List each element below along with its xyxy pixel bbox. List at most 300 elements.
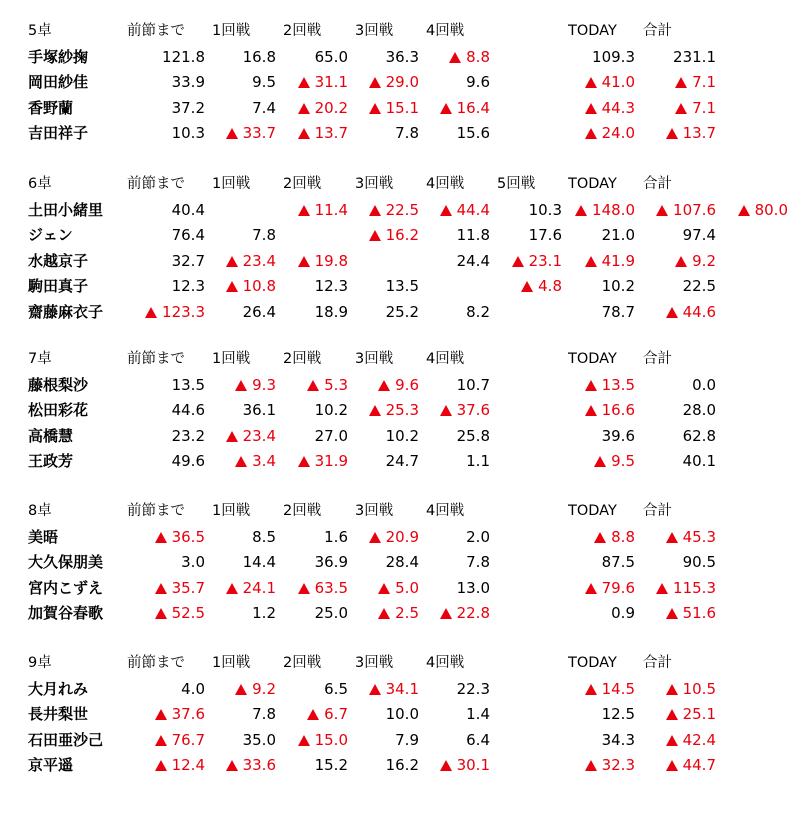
negative-triangle-icon xyxy=(369,684,381,695)
negative-value-text: 5.0 xyxy=(395,578,419,597)
column-header: 3回戦 xyxy=(355,655,394,671)
negative-triangle-icon xyxy=(512,256,524,267)
score-cell: 1.6 xyxy=(324,527,348,546)
negative-value-text: 32.3 xyxy=(601,756,635,774)
negative-value-text: 44.7 xyxy=(682,756,716,774)
player-name: 藤根梨沙 xyxy=(28,375,89,394)
negative-value-text: 16.2 xyxy=(385,226,419,244)
column-header: 1回戦 xyxy=(212,503,251,519)
score-cell: 9.5 xyxy=(252,73,276,91)
negative-value-text: 10.5 xyxy=(682,679,716,698)
negative-value-text: 123.3 xyxy=(162,302,205,321)
negative-value-text: 33.7 xyxy=(242,124,276,142)
negative-triangle-icon xyxy=(585,77,597,88)
score-cell: 10.2 xyxy=(385,426,419,445)
negative-value-text: 76.7 xyxy=(171,730,205,749)
column-header: 合計 xyxy=(643,655,672,671)
negative-triangle-icon xyxy=(226,128,238,139)
negative-triangle-icon xyxy=(656,205,668,216)
negative-value-text: 41.9 xyxy=(601,251,635,270)
negative-triangle-icon xyxy=(226,281,238,292)
column-header: 4回戦 xyxy=(426,176,465,192)
score-cell: 16.8 xyxy=(242,47,276,66)
negative-value-text: 79.6 xyxy=(601,578,635,597)
score-cell: 11.8 xyxy=(456,226,490,244)
negative-triangle-icon xyxy=(440,760,452,771)
negative-value-text: 9.6 xyxy=(395,375,419,394)
negative-triangle-icon xyxy=(440,608,452,619)
score-cell: 15.2 xyxy=(314,756,348,774)
column-header: 3回戦 xyxy=(355,23,394,39)
score-cell: 7.8 xyxy=(466,553,490,571)
score-cell: 14.4 xyxy=(242,553,276,571)
negative-value-text: 10.8 xyxy=(242,277,276,295)
player-name: 美晤 xyxy=(28,527,59,546)
score-cell: 13.5 xyxy=(171,375,205,394)
negative-triangle-icon xyxy=(585,684,597,695)
negative-triangle-icon xyxy=(369,205,381,216)
negative-triangle-icon xyxy=(226,760,238,771)
player-name: 加賀谷春歌 xyxy=(28,604,104,622)
score-cell: 8.2 xyxy=(466,302,490,321)
negative-triangle-icon xyxy=(585,380,597,391)
score-cell xyxy=(545,71,635,93)
score-cell: 78.7 xyxy=(601,302,635,321)
negative-value-text: 7.1 xyxy=(692,98,716,117)
score-cell: 44.6 xyxy=(171,401,205,419)
score-cell: 6.4 xyxy=(466,730,490,749)
player-name: 長井梨世 xyxy=(28,705,89,723)
negative-triangle-icon xyxy=(585,256,597,267)
column-header: TODAY xyxy=(568,176,617,192)
score-cell xyxy=(626,703,716,725)
score-cell: 1.4 xyxy=(466,705,490,723)
negative-triangle-icon xyxy=(235,380,247,391)
negative-value-text: 20.2 xyxy=(314,98,348,117)
score-cell xyxy=(626,577,716,599)
negative-triangle-icon xyxy=(155,760,167,771)
negative-value-text: 24.1 xyxy=(242,578,276,597)
column-header: 2回戦 xyxy=(283,503,322,519)
negative-triangle-icon xyxy=(235,456,247,467)
negative-triangle-icon xyxy=(449,52,461,63)
negative-value-text: 29.0 xyxy=(385,73,419,91)
negative-triangle-icon xyxy=(155,583,167,594)
score-cell: 12.3 xyxy=(314,277,348,295)
score-cell: 76.4 xyxy=(171,226,205,244)
score-cell: 21.0 xyxy=(601,226,635,244)
negative-triangle-icon xyxy=(440,103,452,114)
negative-triangle-icon xyxy=(675,77,687,88)
negative-triangle-icon xyxy=(738,205,750,216)
negative-value-text: 30.1 xyxy=(456,756,490,774)
score-cell: 7.8 xyxy=(252,226,276,244)
negative-value-text: 8.8 xyxy=(611,527,635,546)
score-cell xyxy=(545,199,635,221)
score-cell xyxy=(545,374,635,396)
score-cell xyxy=(626,729,716,751)
negative-value-text: 80.0 xyxy=(754,200,788,219)
score-cell: 6.5 xyxy=(324,679,348,698)
score-cell xyxy=(626,250,716,272)
table-title: 5卓 xyxy=(28,23,52,39)
table-title: 6卓 xyxy=(28,176,52,192)
column-header: 1回戦 xyxy=(212,23,251,39)
negative-value-text: 44.4 xyxy=(456,200,490,219)
score-cell: 25.2 xyxy=(385,302,419,321)
score-cell: 2.0 xyxy=(466,527,490,546)
score-cell xyxy=(626,122,716,144)
score-cell: 22.5 xyxy=(682,277,716,295)
negative-triangle-icon xyxy=(235,684,247,695)
player-name: 手塚紗掬 xyxy=(28,47,89,66)
player-name: 高橋慧 xyxy=(28,426,74,445)
score-cell xyxy=(698,199,788,221)
score-cell: 121.8 xyxy=(162,47,205,66)
negative-triangle-icon xyxy=(298,583,310,594)
negative-value-text: 35.7 xyxy=(171,578,205,597)
negative-triangle-icon xyxy=(585,583,597,594)
score-cell: 13.5 xyxy=(385,277,419,295)
score-cell: 4.0 xyxy=(181,679,205,698)
negative-triangle-icon xyxy=(440,405,452,416)
negative-triangle-icon xyxy=(378,608,390,619)
score-cell: 65.0 xyxy=(314,47,348,66)
negative-triangle-icon xyxy=(575,205,587,216)
negative-value-text: 11.4 xyxy=(314,200,348,219)
score-cell xyxy=(626,526,716,548)
score-cell: 0.9 xyxy=(611,604,635,622)
negative-triangle-icon xyxy=(666,128,678,139)
column-header: 2回戦 xyxy=(283,351,322,367)
score-cell: 18.9 xyxy=(314,302,348,321)
score-cell: 10.2 xyxy=(314,401,348,419)
negative-triangle-icon xyxy=(369,103,381,114)
negative-triangle-icon xyxy=(585,128,597,139)
negative-triangle-icon xyxy=(155,608,167,619)
player-name: ジェン xyxy=(28,226,73,244)
negative-triangle-icon xyxy=(585,405,597,416)
score-cell xyxy=(626,754,716,776)
score-cell: 40.4 xyxy=(171,200,205,219)
table-title: 7卓 xyxy=(28,351,52,367)
column-header: TODAY xyxy=(568,655,617,671)
column-header: TODAY xyxy=(568,351,617,367)
negative-value-text: 15.1 xyxy=(385,98,419,117)
score-cell xyxy=(545,450,635,472)
negative-value-text: 13.7 xyxy=(314,124,348,142)
negative-value-text: 36.5 xyxy=(171,527,205,546)
player-name: 岡田紗佳 xyxy=(28,73,89,91)
negative-value-text: 3.4 xyxy=(252,452,276,470)
column-header: 2回戦 xyxy=(283,655,322,671)
negative-value-text: 2.5 xyxy=(395,604,419,622)
negative-triangle-icon xyxy=(298,77,310,88)
score-cell: 28.0 xyxy=(682,401,716,419)
score-cell xyxy=(545,526,635,548)
score-cell: 12.3 xyxy=(171,277,205,295)
score-cell xyxy=(400,46,490,68)
score-cell xyxy=(545,678,635,700)
player-name: 王政芳 xyxy=(28,452,74,470)
score-cell: 10.3 xyxy=(528,200,562,219)
negative-triangle-icon xyxy=(675,103,687,114)
score-cell: 62.8 xyxy=(682,426,716,445)
score-cell xyxy=(626,678,716,700)
negative-value-text: 22.5 xyxy=(385,200,419,219)
score-cell: 25.8 xyxy=(456,426,490,445)
score-cell: 39.6 xyxy=(601,426,635,445)
negative-value-text: 24.0 xyxy=(601,124,635,142)
negative-triangle-icon xyxy=(666,760,678,771)
negative-triangle-icon xyxy=(298,735,310,746)
negative-value-text: 5.3 xyxy=(324,375,348,394)
column-header: 前節まで xyxy=(127,23,185,39)
negative-value-text: 37.6 xyxy=(171,705,205,723)
column-header: 合計 xyxy=(643,176,672,192)
score-cell: 1.2 xyxy=(252,604,276,622)
score-cell: 90.5 xyxy=(682,553,716,571)
player-name: 齋藤麻衣子 xyxy=(28,302,104,321)
negative-value-text: 23.4 xyxy=(242,426,276,445)
score-cell: 7.4 xyxy=(252,98,276,117)
column-header: 3回戦 xyxy=(355,351,394,367)
negative-triangle-icon xyxy=(298,456,310,467)
negative-value-text: 16.4 xyxy=(456,98,490,117)
score-cell: 3.0 xyxy=(181,553,205,571)
score-cell xyxy=(258,250,348,272)
negative-value-text: 9.2 xyxy=(692,251,716,270)
negative-triangle-icon xyxy=(675,256,687,267)
score-cell: 109.3 xyxy=(592,47,635,66)
score-cell xyxy=(545,97,635,119)
negative-triangle-icon xyxy=(226,431,238,442)
negative-triangle-icon xyxy=(226,583,238,594)
score-cell: 36.1 xyxy=(242,401,276,419)
negative-triangle-icon xyxy=(298,256,310,267)
negative-value-text: 107.6 xyxy=(673,200,716,219)
score-cell: 35.0 xyxy=(242,730,276,749)
score-cell: 49.6 xyxy=(171,452,205,470)
score-cell: 7.8 xyxy=(395,124,419,142)
negative-triangle-icon xyxy=(594,532,606,543)
negative-value-text: 23.1 xyxy=(528,251,562,270)
score-cell: 0.0 xyxy=(692,375,716,394)
score-cell: 28.4 xyxy=(385,553,419,571)
negative-triangle-icon xyxy=(298,103,310,114)
negative-value-text: 25.3 xyxy=(385,401,419,419)
score-cell: 34.3 xyxy=(601,730,635,749)
score-cell xyxy=(545,250,635,272)
score-cell: 10.2 xyxy=(601,277,635,295)
column-header: 2回戦 xyxy=(283,23,322,39)
negative-triangle-icon xyxy=(666,684,678,695)
table-title: 8卓 xyxy=(28,503,52,519)
negative-value-text: 6.7 xyxy=(324,705,348,723)
negative-value-text: 22.8 xyxy=(456,604,490,622)
score-cell: 24.7 xyxy=(385,452,419,470)
score-cell: 37.2 xyxy=(171,98,205,117)
negative-triangle-icon xyxy=(378,380,390,391)
score-cell: 23.2 xyxy=(171,426,205,445)
negative-value-text: 51.6 xyxy=(682,604,716,622)
table-title: 9卓 xyxy=(28,655,52,671)
negative-value-text: 115.3 xyxy=(673,578,716,597)
negative-triangle-icon xyxy=(307,380,319,391)
negative-triangle-icon xyxy=(585,760,597,771)
negative-value-text: 12.4 xyxy=(171,756,205,774)
column-header: 合計 xyxy=(643,503,672,519)
negative-value-text: 13.7 xyxy=(682,124,716,142)
column-header: 前節まで xyxy=(127,351,185,367)
negative-value-text: 52.5 xyxy=(171,604,205,622)
column-header: 前節まで xyxy=(127,503,185,519)
score-cell xyxy=(626,301,716,323)
column-header: 3回戦 xyxy=(355,176,394,192)
player-name: 水越京子 xyxy=(28,251,89,270)
score-cell: 36.9 xyxy=(314,553,348,571)
column-header: 1回戦 xyxy=(212,655,251,671)
negative-value-text: 25.1 xyxy=(682,705,716,723)
column-header: 合計 xyxy=(643,23,672,39)
negative-triangle-icon xyxy=(226,256,238,267)
score-cell: 16.2 xyxy=(385,756,419,774)
negative-value-text: 41.0 xyxy=(601,73,635,91)
score-cell: 36.3 xyxy=(385,47,419,66)
score-cell xyxy=(400,602,490,624)
negative-triangle-icon xyxy=(440,205,452,216)
negative-triangle-icon xyxy=(666,608,678,619)
player-name: 石田亜沙己 xyxy=(28,730,104,749)
negative-value-text: 9.5 xyxy=(611,452,635,470)
column-header: 4回戦 xyxy=(426,23,465,39)
score-cell xyxy=(545,754,635,776)
column-header: 2回戦 xyxy=(283,176,322,192)
column-header: 5回戦 xyxy=(497,176,536,192)
score-cell xyxy=(545,122,635,144)
score-cell: 1.1 xyxy=(466,452,490,470)
score-cell: 15.6 xyxy=(456,124,490,142)
column-header: 1回戦 xyxy=(212,351,251,367)
player-name: 松田彩花 xyxy=(28,401,89,419)
player-name: 土田小緒里 xyxy=(28,200,104,219)
column-header: TODAY xyxy=(568,503,617,519)
score-cell: 40.1 xyxy=(682,452,716,470)
negative-triangle-icon xyxy=(369,405,381,416)
negative-value-text: 19.8 xyxy=(314,251,348,270)
negative-value-text: 31.1 xyxy=(314,73,348,91)
score-cell: 22.3 xyxy=(456,679,490,698)
negative-triangle-icon xyxy=(155,709,167,720)
column-header: 1回戦 xyxy=(212,176,251,192)
score-cell xyxy=(626,602,716,624)
column-header: 4回戦 xyxy=(426,351,465,367)
score-cell xyxy=(400,97,490,119)
score-cell: 97.4 xyxy=(682,226,716,244)
score-cell xyxy=(626,97,716,119)
player-name: 大月れみ xyxy=(28,679,89,698)
score-cell xyxy=(545,399,635,421)
score-cell xyxy=(545,577,635,599)
negative-triangle-icon xyxy=(155,735,167,746)
score-cell: 25.0 xyxy=(314,604,348,622)
column-header: 3回戦 xyxy=(355,503,394,519)
negative-value-text: 42.4 xyxy=(682,730,716,749)
negative-triangle-icon xyxy=(594,456,606,467)
score-cell: 9.6 xyxy=(466,73,490,91)
negative-value-text: 33.6 xyxy=(242,756,276,774)
score-cell: 24.4 xyxy=(456,251,490,270)
negative-triangle-icon xyxy=(666,735,678,746)
negative-value-text: 16.6 xyxy=(601,401,635,419)
score-cell: 17.6 xyxy=(528,226,562,244)
negative-triangle-icon xyxy=(298,205,310,216)
negative-value-text: 63.5 xyxy=(314,578,348,597)
negative-triangle-icon xyxy=(155,532,167,543)
negative-triangle-icon xyxy=(656,583,668,594)
score-cell xyxy=(400,754,490,776)
score-cell xyxy=(626,71,716,93)
negative-value-text: 20.9 xyxy=(385,527,419,546)
negative-value-text: 148.0 xyxy=(592,200,635,219)
score-cell: 32.7 xyxy=(171,251,205,270)
player-name: 京平遥 xyxy=(28,756,74,774)
score-cell: 231.1 xyxy=(673,47,716,66)
negative-value-text: 31.9 xyxy=(314,452,348,470)
negative-value-text: 8.8 xyxy=(466,47,490,66)
column-header: 4回戦 xyxy=(426,503,465,519)
negative-triangle-icon xyxy=(369,77,381,88)
column-header: 合計 xyxy=(643,351,672,367)
negative-value-text: 44.3 xyxy=(601,98,635,117)
player-name: 香野蘭 xyxy=(28,98,74,117)
negative-value-text: 9.3 xyxy=(252,375,276,394)
score-cell: 10.7 xyxy=(456,375,490,394)
negative-value-text: 7.1 xyxy=(692,73,716,91)
negative-triangle-icon xyxy=(307,709,319,720)
column-header: 4回戦 xyxy=(426,655,465,671)
negative-triangle-icon xyxy=(145,307,157,318)
player-name: 大久保朋美 xyxy=(28,553,104,571)
score-cell: 13.0 xyxy=(456,578,490,597)
column-header: 前節まで xyxy=(127,655,185,671)
negative-triangle-icon xyxy=(666,532,678,543)
negative-value-text: 34.1 xyxy=(385,679,419,698)
negative-value-text: 9.2 xyxy=(252,679,276,698)
score-cell: 10.0 xyxy=(385,705,419,723)
negative-value-text: 37.6 xyxy=(456,401,490,419)
negative-value-text: 14.5 xyxy=(601,679,635,698)
score-cell: 27.0 xyxy=(314,426,348,445)
negative-triangle-icon xyxy=(666,307,678,318)
negative-triangle-icon xyxy=(369,532,381,543)
score-cell xyxy=(400,399,490,421)
score-cell: 33.9 xyxy=(171,73,205,91)
score-cell: 7.8 xyxy=(252,705,276,723)
score-cell: 10.3 xyxy=(171,124,205,142)
score-cell: 12.5 xyxy=(601,705,635,723)
score-cell: 7.9 xyxy=(395,730,419,749)
negative-value-text: 15.0 xyxy=(314,730,348,749)
negative-triangle-icon xyxy=(369,230,381,241)
negative-value-text: 23.4 xyxy=(242,251,276,270)
column-header: 前節まで xyxy=(127,176,185,192)
score-cell: 8.5 xyxy=(252,527,276,546)
negative-triangle-icon xyxy=(521,281,533,292)
negative-value-text: 4.8 xyxy=(538,277,562,295)
negative-value-text: 45.3 xyxy=(682,527,716,546)
negative-triangle-icon xyxy=(298,128,310,139)
